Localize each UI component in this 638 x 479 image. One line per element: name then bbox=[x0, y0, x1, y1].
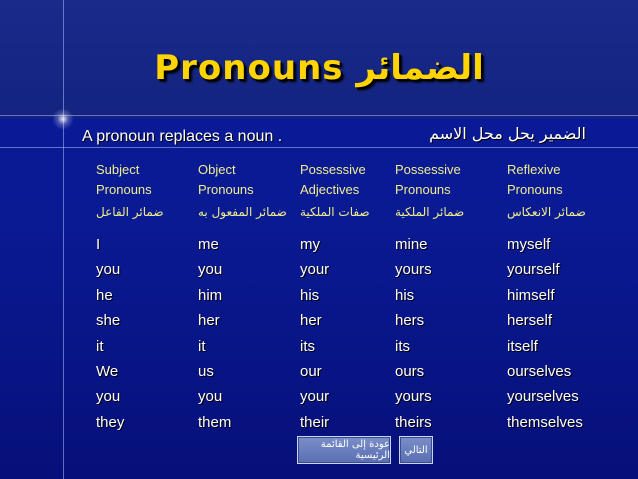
table-cell: his bbox=[395, 286, 415, 304]
table-cell: himself bbox=[507, 286, 555, 304]
table-cell: yours bbox=[395, 388, 432, 406]
column-header-line2: Adjectives bbox=[300, 182, 360, 197]
table-cell: yourself bbox=[507, 261, 560, 279]
slide-title: Pronouns الضمائر bbox=[154, 48, 484, 88]
table-cell: you bbox=[198, 388, 223, 406]
table-cell: theirs bbox=[395, 413, 432, 431]
table-cell: your bbox=[300, 261, 330, 279]
table-cell: its bbox=[395, 337, 410, 355]
column-header-arabic: ضمائر الانعكاس bbox=[507, 205, 586, 219]
table-cell: them bbox=[198, 413, 232, 431]
table-cell: their bbox=[300, 413, 330, 431]
table-cell: us bbox=[198, 362, 214, 380]
main-menu-button-label: عودة إلى القائمة الرئيسية bbox=[320, 439, 390, 461]
column-header-line1: Reflexive bbox=[507, 162, 561, 177]
table-cell: her bbox=[198, 312, 220, 330]
column-header-line1: Possessive bbox=[300, 162, 366, 177]
table-cell: his bbox=[300, 286, 320, 304]
column-header-line1: Possessive bbox=[395, 162, 461, 177]
column-header-line1: Object bbox=[198, 162, 236, 177]
column-header-line2: Pronouns bbox=[395, 182, 451, 197]
column-possessive-pronouns bbox=[395, 160, 505, 435]
column-reflexive-pronouns bbox=[507, 160, 632, 435]
table-cell: its bbox=[300, 337, 315, 355]
intro-english: A pronoun replaces a noun . bbox=[82, 128, 283, 145]
table-cell: our bbox=[300, 362, 322, 380]
table-cell: hers bbox=[395, 312, 425, 330]
table-cell: itself bbox=[507, 337, 538, 355]
table-cell: ourselves bbox=[507, 362, 572, 380]
table-cell: my bbox=[300, 236, 320, 253]
intro-arabic: الضمير يحل محل الاسم bbox=[429, 124, 586, 143]
table-cell: it bbox=[198, 337, 206, 355]
table-cell: you bbox=[96, 388, 121, 406]
table-cell: herself bbox=[507, 312, 553, 330]
table-cell: him bbox=[198, 286, 223, 304]
table-cell: yourselves bbox=[507, 388, 579, 406]
table-cell: mine bbox=[395, 236, 428, 253]
table-cell: it bbox=[96, 337, 104, 355]
next-button[interactable] bbox=[399, 436, 433, 464]
column-object-pronouns bbox=[198, 160, 308, 435]
column-header-arabic: صفات الملكية bbox=[300, 205, 370, 219]
table-cell: I bbox=[96, 236, 101, 253]
table-cell: you bbox=[198, 261, 223, 279]
table-cell: We bbox=[96, 362, 119, 380]
column-header-line1: Subject bbox=[96, 162, 140, 177]
column-header-arabic: ضمائر الفاعل bbox=[96, 205, 164, 219]
table-cell: myself bbox=[507, 236, 551, 253]
table-cell: she bbox=[96, 312, 121, 330]
column-header-arabic: ضمائر الملكية bbox=[395, 205, 465, 219]
table-cell: her bbox=[300, 312, 322, 330]
table-cell: your bbox=[300, 388, 330, 406]
table-cell: you bbox=[96, 261, 121, 279]
column-header-line2: Pronouns bbox=[96, 182, 152, 197]
table-cell: they bbox=[96, 413, 125, 431]
column-header-line2: Pronouns bbox=[198, 182, 254, 197]
column-subject-pronouns bbox=[96, 160, 206, 435]
column-header-arabic: ضمائر المفعول به bbox=[198, 205, 287, 219]
table-cell: ours bbox=[395, 362, 425, 380]
column-possessive-adjectives bbox=[300, 160, 410, 435]
next-button-label: التالي bbox=[404, 444, 428, 456]
column-header-line2: Pronouns bbox=[507, 182, 563, 197]
main-menu-button[interactable] bbox=[297, 436, 391, 464]
table-cell: he bbox=[96, 286, 113, 304]
table-cell: yours bbox=[395, 261, 432, 279]
table-cell: me bbox=[198, 236, 219, 253]
table-cell: themselves bbox=[507, 413, 583, 431]
